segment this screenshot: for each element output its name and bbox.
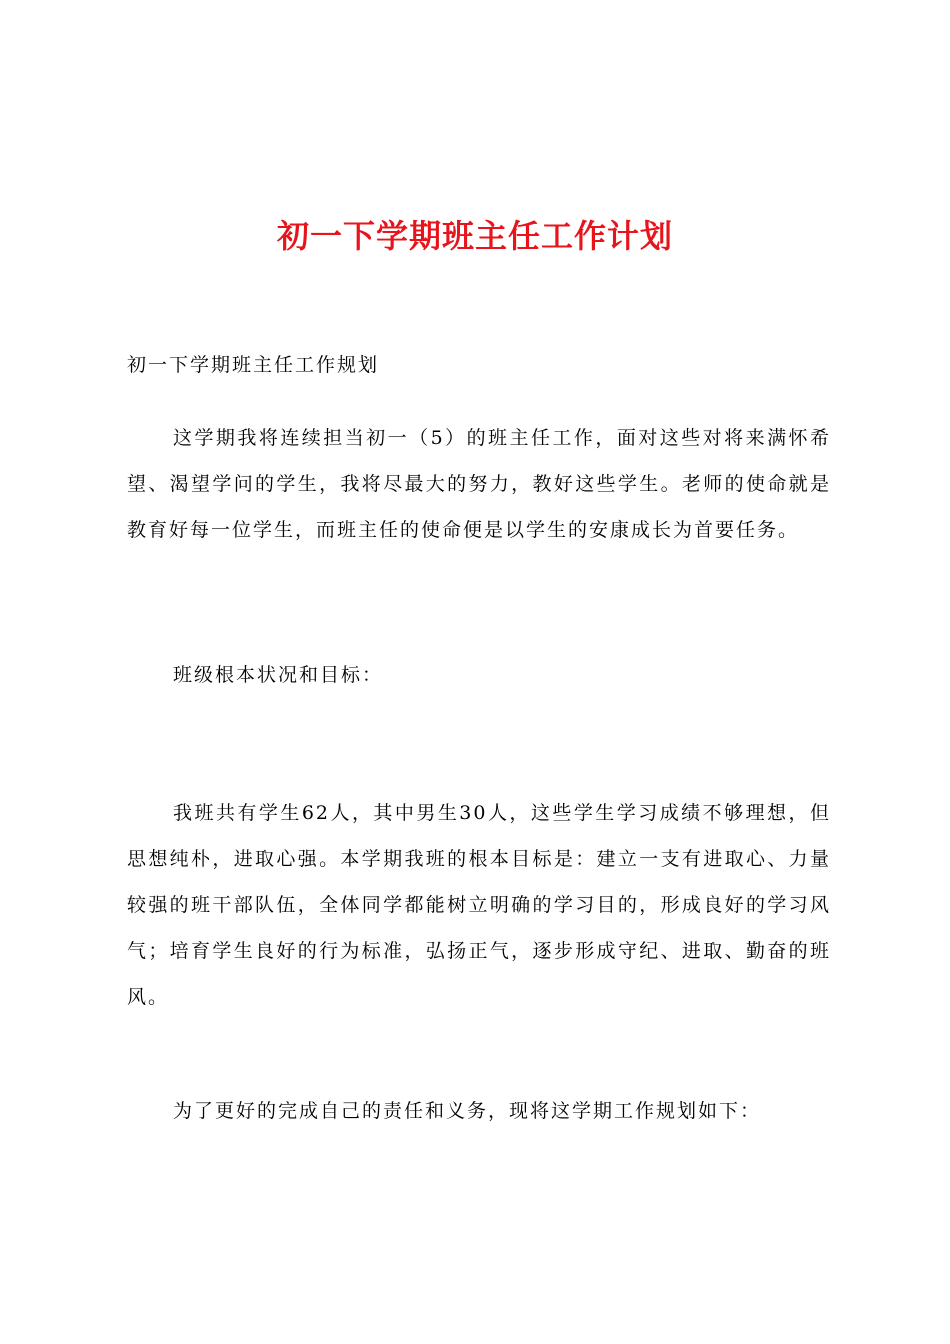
document-subtitle: 初一下学期班主任工作规划 [127, 354, 380, 376]
paragraph-class-heading: 班级根本状况和目标： [173, 664, 384, 686]
paragraph-intro: 这学期我将连续担当初一（5）的班主任工作，面对这些对将来满怀希望、渴望学问的学生，我将尽最大的努力，教好这些学生。老师的使命就是教育好每一位学生，而班主任的使命便是以学生的安康成长为首要任务。 [127, 427, 831, 541]
document-title: 初一下学期班主任工作计划 [276, 217, 673, 255]
paragraph-class-status: 我班共有学生62人，其中男生30人，这些学生学习成绩不够理想，但思想纯朴，进取心强。本学期我班的根本目标是：建立一支有进取心、力量较强的班干部队伍，全体同学都能树立明确的学习目的，形成良好的学习风气；培育学生良好的行为标准，弘扬正气，逐步形成守纪、进取、勤奋的班风。 [127, 802, 831, 1008]
paragraph-plan-intro: 为了更好的完成自己的责任和义务，现将这学期工作规划如下： [173, 1100, 762, 1122]
